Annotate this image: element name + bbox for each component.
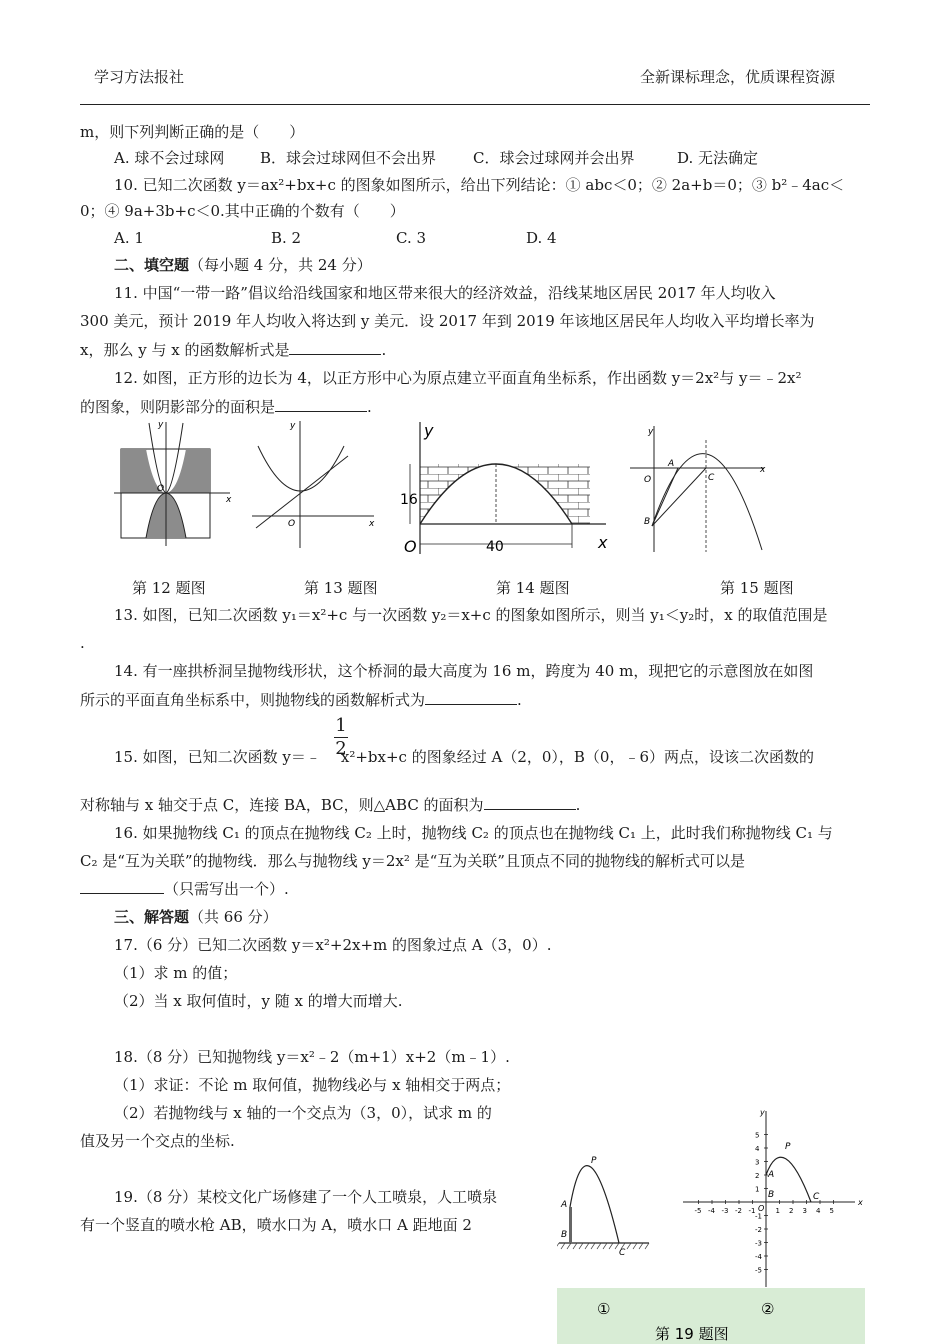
q10-option-b: B. 2	[271, 229, 302, 247]
q17-line2: （1）求 m 的值；	[114, 964, 238, 982]
q9-option-d: D. 无法确定	[677, 149, 759, 167]
q19-line2: 有一个竖直的喷水枪 AB，喷水口为 A，喷水口 A 距地面 2	[80, 1216, 472, 1234]
fig19-x-tick-label: 4	[816, 1207, 821, 1215]
q18-line1: 18.（8 分）已知抛物线 y＝x²﹣2（m+1）x+2（m﹣1）.	[114, 1048, 510, 1066]
section3-title: 三、解答题	[114, 908, 190, 926]
figure-13	[252, 416, 378, 550]
q12-line2	[80, 397, 372, 417]
header-left: 学习方法报社	[94, 68, 185, 86]
q16-line3	[80, 879, 289, 899]
fig12-x-label: x	[226, 495, 232, 505]
fig12-origin-label: O	[157, 484, 165, 494]
fig14-height-label: 16	[400, 492, 418, 508]
fig15-point-a: A	[668, 459, 675, 469]
q14-line2	[80, 690, 522, 710]
q14-text: 所示的平面直角坐标系中，则抛物线的函数解析式为	[80, 691, 426, 709]
fig19-x-tick-label: -3	[721, 1207, 729, 1215]
fig15-segment-ba	[652, 468, 678, 526]
q9-tail: m，则下列判断正确的是（ ）	[80, 123, 305, 141]
fig19-right-c: C	[813, 1192, 820, 1202]
fig15-point-c: C	[708, 473, 715, 483]
fig19-left-a: A	[561, 1200, 568, 1210]
fig19-x-tick-label: -2	[735, 1207, 742, 1215]
fig19-x-tick-label: 5	[829, 1207, 834, 1215]
q12-answer-blank	[275, 397, 367, 412]
fig19-y-tick-label: 1	[755, 1185, 760, 1194]
fig13-y-label: y	[290, 421, 296, 431]
fig19-right-b: B	[768, 1190, 775, 1200]
fig19-x-tick-label: -1	[748, 1207, 756, 1215]
q16-line1: 16. 如果抛物线 C₁ 的顶点在抛物线 C₂ 上时，抛物线 C₂ 的顶点也在抛物线 C₁ 上，此时我们称抛物线 C₁ 与	[114, 824, 833, 842]
header-rule	[80, 104, 870, 105]
fig19-y-tick-label: -4	[755, 1253, 762, 1261]
q10-line1: 10. 已知二次函数 y＝ax²+bx+c 的图象如图所示，给出下列结论：① abc＜0；② 2a+b＝0；③ b²﹣4ac＜	[114, 176, 845, 194]
q14-line1: 14. 有一座拱桥洞呈抛物线形状，这个桥洞的最大高度为 16 m，跨度为 40 m，现把它的示意图放在如图	[114, 662, 814, 680]
header-right: 全新课标理念，优质课程资源	[640, 68, 836, 86]
q15-line2	[80, 795, 580, 815]
q10-option-d: D. 4	[526, 229, 557, 247]
fig19-y-tick-label: -2	[755, 1226, 762, 1234]
q15-text-post: x²+bx+c 的图象经过 A（2，0），B（0，﹣6）两点，设该二次函数的	[340, 748, 815, 766]
q9-option-c: C．球会过球网并会出界	[473, 149, 635, 167]
q19-line1: 19.（8 分）某校文化广场修建了一个人工喷泉，人工喷泉	[114, 1188, 498, 1206]
fig19-y-tick-label: 4	[755, 1145, 760, 1153]
q16-line2: C₂ 是“互为关联”的抛物线．那么与抛物线 y＝2x² 是“互为关联”且顶点不同的抛物线的解析式可以是	[80, 852, 745, 870]
fig14-span-label: 40	[486, 539, 504, 555]
fig19-x-tick-label: 2	[789, 1207, 794, 1215]
fig15-y-label: y	[648, 427, 654, 437]
q15-fraction-denominator: 2	[335, 738, 347, 759]
fig14-origin-label: O	[404, 537, 417, 556]
fig19-y-tick-label: 5	[755, 1131, 760, 1140]
fig13-x-label: x	[369, 519, 375, 529]
fig14-y-label: y	[424, 421, 434, 440]
fig15-segment-bc	[652, 468, 706, 526]
fig19-y-tick-label: -1	[755, 1212, 762, 1221]
q15-text-pre: 15. 如图，已知二次函数 y＝﹣	[114, 748, 321, 766]
q15-answer-blank	[484, 795, 576, 810]
fig19-nozzle-gun	[569, 1207, 572, 1243]
fig19-origin-label: O	[758, 1204, 765, 1213]
section2-title: 二、填空题	[114, 256, 190, 274]
q11-line3	[80, 340, 386, 360]
q12-end: .	[367, 398, 372, 416]
fig19-x-tick-label: 3	[802, 1207, 807, 1215]
fig15-point-b: B	[644, 517, 651, 527]
caption-fig13: 第 13 题图	[304, 579, 378, 597]
q9-option-a: A. 球不会过球网	[114, 149, 225, 167]
fig19-y-tick-label: 3	[755, 1158, 760, 1167]
q18-line3: （2）若抛物线与 x 轴的一个交点为（3，0），试求 m 的	[114, 1104, 492, 1122]
q11-end: .	[381, 341, 387, 359]
fig19-left-b: B	[561, 1230, 568, 1240]
figure-15	[628, 420, 768, 554]
q10-option-a: A. 1	[114, 229, 144, 247]
fig19-x-label: x	[858, 1198, 863, 1207]
fig15-x-label: x	[760, 465, 766, 475]
q12-line1: 12. 如图，正方形的边长为 4，以正方形中心为原点建立平面直角坐标系，作出函数 y＝2x²与 y＝﹣2x²	[114, 369, 802, 387]
fig12-y-label: y	[158, 420, 164, 430]
fig14-x-label: x	[598, 533, 608, 552]
q11-answer-blank	[289, 340, 381, 355]
fig19-label-1: ①	[597, 1300, 611, 1318]
q15-line1	[114, 747, 814, 767]
q13-line2: .	[80, 634, 85, 652]
fig19-x-tick-label: -5	[694, 1207, 702, 1215]
caption-fig12: 第 12 题图	[132, 579, 206, 597]
fig13-parabola	[258, 446, 344, 491]
q10-option-c: C. 3	[396, 229, 427, 247]
caption-fig14: 第 14 题图	[496, 579, 570, 597]
fig19-right-p: P	[785, 1142, 791, 1152]
q18-line4: 值及另一个交点的坐标.	[80, 1132, 235, 1150]
q10-line2: 0；④ 9a+3b+c＜0.其中正确的个数有（ ）	[80, 202, 405, 220]
fig19-y-label: y	[760, 1108, 765, 1117]
section3-heading	[114, 907, 278, 927]
section2-heading	[114, 255, 372, 275]
fig14-brick-wall	[420, 464, 590, 524]
fig19-y-tick-label: -5	[755, 1266, 762, 1275]
q9-option-b: B．球会过球网但不会出界	[260, 149, 437, 167]
fig19-left-c: C	[619, 1248, 626, 1258]
fig19-x-tick-label: -4	[708, 1207, 715, 1215]
q16-answer-blank	[80, 879, 164, 894]
fig13-origin-label: O	[288, 519, 296, 529]
fig19-y-tick-label: -3	[755, 1239, 762, 1248]
q11-text: x，那么 y 与 x 的函数解析式是	[80, 341, 290, 359]
q17-line1: 17.（6 分）已知二次函数 y＝x²+2x+m 的图象过点 A（3，0）.	[114, 936, 552, 954]
fig19-x-tick-label: 1	[775, 1207, 780, 1215]
fig19-y-tick-label: 2	[755, 1172, 760, 1180]
q13-line1: 13. 如图，已知二次函数 y₁＝x²+c 与一次函数 y₂＝x+c 的图象如图所示，则当 y₁＜y₂时，x 的取值范围是	[114, 606, 828, 624]
fig19-label-2: ②	[761, 1300, 775, 1318]
fig19-caption: 第 19 题图	[655, 1325, 729, 1343]
figure-12	[112, 418, 238, 548]
q15-end: .	[575, 796, 581, 814]
q18-line2: （1）求证：不论 m 取何值，抛物线必与 x 轴相交于两点；	[114, 1076, 511, 1094]
q11-line2: 300 美元，预计 2019 年人均收入将达到 y 美元．设 2017 年到 2019 年该地区居民年人均收入平均增长率为	[80, 312, 815, 330]
q11-line1: 11. 中国“一带一路”倡议给沿线国家和地区带来很大的经济效益，沿线某地区居民 2017 年人均收入	[114, 284, 776, 302]
q17-line3: （2）当 x 取何值时，y 随 x 的增大而增大.	[114, 992, 403, 1010]
section2-note: （每小题 4 分，共 24 分）	[189, 256, 372, 274]
q15-text: 对称轴与 x 轴交于点 C，连接 BA，BC，则△ABC 的面积为	[80, 796, 484, 814]
q15-fraction-numerator: 1	[335, 715, 347, 736]
section3-note: （共 66 分）	[189, 908, 278, 926]
fig15-origin-label: O	[644, 475, 652, 485]
q12-text: 的图象，则阴影部分的面积是	[80, 398, 276, 416]
fig19-right-a: A	[768, 1170, 775, 1180]
q14-answer-blank	[425, 690, 517, 705]
q16-text: （只需写出一个）.	[164, 880, 289, 898]
figure-19	[557, 1107, 865, 1344]
figure-14	[398, 418, 612, 556]
caption-fig15: 第 15 题图	[720, 579, 794, 597]
fig19-left-p: P	[591, 1156, 597, 1166]
q14-end: .	[517, 691, 522, 709]
